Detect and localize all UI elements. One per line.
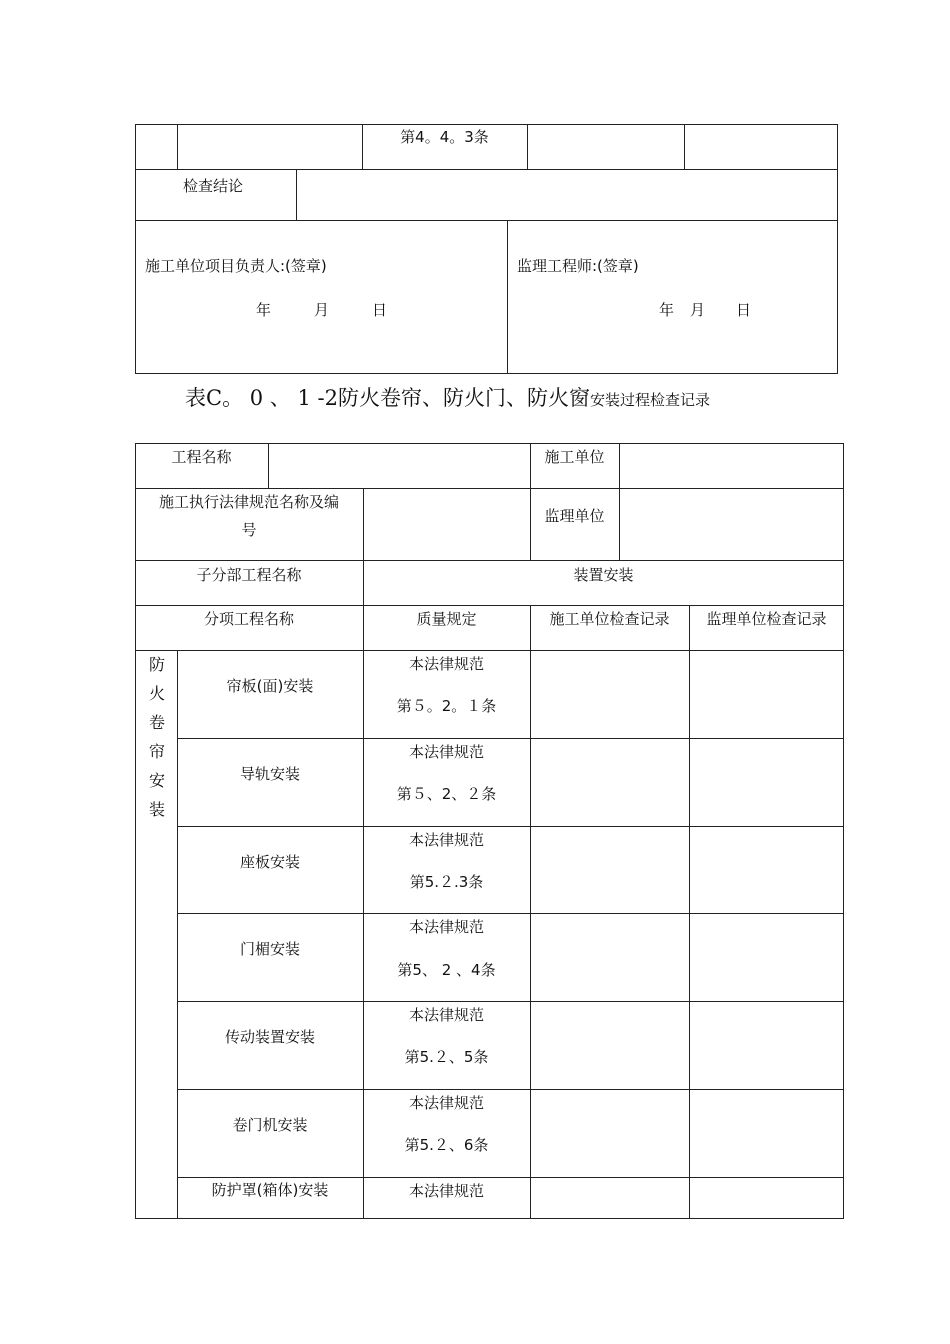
item-name: 座板安装 [239, 853, 300, 871]
clause-text: 第4。4。3条 [400, 128, 489, 146]
item-rule: 本法律规范 [408, 743, 484, 761]
supervisor-sign-label: 监理工程师:(签章) [517, 257, 639, 275]
main-table-rule [135, 488, 844, 489]
item-clause: 第5、 2 、4条 [397, 961, 496, 979]
main-table-rule [619, 443, 620, 560]
group-label-char: 火 [148, 684, 165, 703]
contractor-date-year: 年 [256, 301, 272, 319]
contractor-sign-label: 施工单位项目负责人:(签章) [145, 257, 327, 275]
supervision-unit-label: 监理单位 [544, 507, 605, 525]
item-rule: 本法律规范 [408, 655, 484, 673]
main-table-rule [135, 650, 844, 651]
item-name: 卷门机安装 [232, 1116, 308, 1134]
group-label [136, 650, 178, 824]
top-table-rule [135, 169, 838, 170]
header-quality-rule: 质量规定 [416, 610, 477, 628]
item-name: 传动装置安装 [224, 1028, 315, 1046]
item-rule: 本法律规范 [408, 1006, 484, 1024]
main-table-rule [689, 605, 690, 1219]
supervisor-date-day: 日 [736, 301, 752, 319]
item-clause: 第5.２.3条 [409, 873, 484, 891]
main-table-rule [530, 605, 531, 1219]
code-label-line1: 施工执行法律规范名称及编 [158, 493, 339, 511]
main-table-rule [177, 1177, 844, 1178]
top-table-rule [135, 220, 838, 221]
item-clause: 第５。2。１条 [396, 697, 497, 715]
conclusion-label: 检查结论 [183, 177, 244, 195]
main-table-rule [177, 1089, 844, 1090]
header-item-name: 分项工程名称 [203, 610, 294, 628]
table-title [185, 384, 710, 414]
table-title-main: 表C。 0 、 1 -2防火卷帘、防火门、防火窗 [185, 386, 590, 410]
supervisor-date-month: 月 [690, 301, 706, 319]
item-name: 帘板(面)安装 [226, 677, 314, 695]
top-table-rule [527, 124, 528, 169]
main-table-rule [135, 560, 844, 561]
item-name: 门楣安装 [239, 940, 300, 958]
group-label-char: 安 [148, 771, 165, 790]
top-table-rule [296, 169, 297, 220]
main-table-rule [135, 605, 844, 606]
item-rule: 本法律规范 [408, 1182, 484, 1200]
contractor-date-month: 月 [314, 301, 330, 319]
top-table-rule [684, 124, 685, 169]
item-name: 导轨安装 [239, 765, 300, 783]
item-clause: 第5.２、5条 [404, 1048, 489, 1066]
sub-project-value: 装置安装 [573, 566, 634, 584]
project-name-label: 工程名称 [171, 448, 232, 466]
main-table-rule [177, 913, 844, 914]
sub-project-label: 子分部工程名称 [196, 566, 302, 584]
main-table-rule [268, 443, 269, 488]
main-table-rule [177, 738, 844, 739]
main-table-rule [177, 1001, 844, 1002]
item-rule: 本法律规范 [408, 831, 484, 849]
header-contractor-record: 施工单位检查记录 [549, 610, 670, 628]
contractor-date-day: 日 [372, 301, 388, 319]
top-table [135, 124, 838, 374]
group-label-char: 防 [148, 655, 165, 674]
item-rule: 本法律规范 [408, 918, 484, 936]
top-table-rule [177, 124, 178, 169]
top-table-rule [507, 220, 508, 374]
item-rule: 本法律规范 [408, 1094, 484, 1112]
item-name: 防护罩(箱体)安装 [211, 1181, 329, 1199]
group-label-char: 帘 [148, 742, 165, 761]
supervisor-date-year: 年 [659, 301, 675, 319]
item-clause: 第５、2、２条 [396, 785, 497, 803]
item-clause: 第5.２、6条 [404, 1136, 489, 1154]
construction-unit-label: 施工单位 [544, 448, 605, 466]
table-title-suffix: 安装过程检查记录 [589, 391, 710, 409]
header-supervisor-record: 监理单位检查记录 [706, 610, 827, 628]
group-label-char: 装 [148, 800, 165, 819]
main-table-rule [177, 826, 844, 827]
code-label-line2: 号 [241, 521, 257, 539]
group-label-char: 卷 [148, 713, 165, 732]
